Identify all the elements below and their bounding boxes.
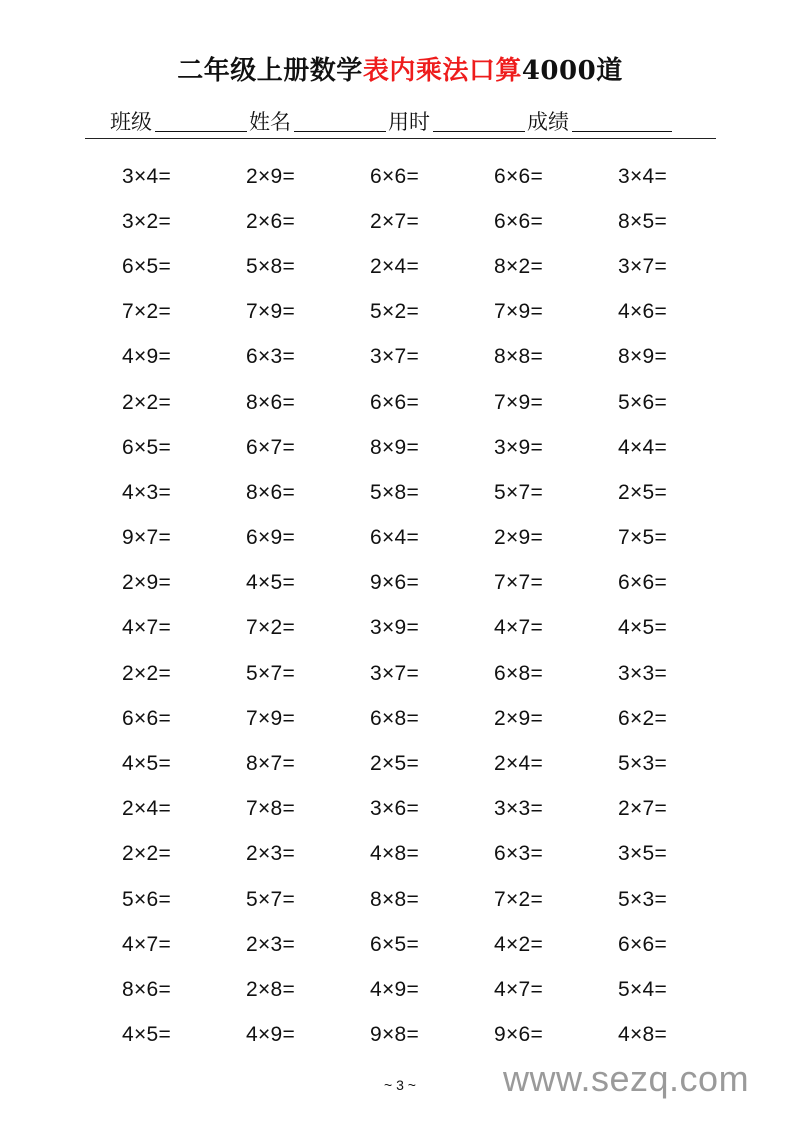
math-problem: 4×7= (494, 616, 544, 640)
math-problem: 3×4= (618, 164, 668, 188)
math-problem: 6×5= (122, 435, 172, 459)
math-problem: 4×5= (122, 1023, 172, 1047)
math-problem: 6×8= (494, 661, 544, 685)
math-problem: 6×6= (370, 390, 420, 414)
math-problem: 4×4= (618, 435, 668, 459)
math-problem: 4×6= (618, 300, 668, 324)
math-problem: 8×9= (618, 345, 668, 369)
math-problem: 6×6= (618, 932, 668, 956)
math-problem: 8×8= (370, 887, 420, 911)
header-divider (85, 138, 716, 139)
math-problem: 8×7= (246, 752, 296, 776)
math-problem: 2×5= (370, 752, 420, 776)
name-label: 姓名 (249, 110, 291, 134)
math-problem: 5×2= (370, 300, 420, 324)
math-problem: 2×9= (494, 526, 544, 550)
math-problem: 2×9= (494, 706, 544, 730)
math-problem: 6×4= (370, 526, 420, 550)
math-problem: 2×4= (370, 254, 420, 278)
time-label: 用时 (388, 110, 430, 134)
math-problem: 8×5= (618, 209, 668, 233)
title-grade: 二年级上册数学 (177, 56, 363, 86)
math-problem: 7×9= (246, 706, 296, 730)
math-problem: 7×9= (494, 390, 544, 414)
math-problem: 3×9= (370, 616, 420, 640)
math-problem: 6×9= (246, 526, 296, 550)
math-problem: 4×5= (246, 571, 296, 595)
math-problem: 9×7= (122, 526, 172, 550)
title-count: 4000道 (521, 56, 623, 86)
math-problem: 5×3= (618, 752, 668, 776)
math-problem: 6×6= (494, 164, 544, 188)
math-problem: 6×6= (370, 164, 420, 188)
problem-row (122, 877, 742, 922)
class-label: 班级 (110, 110, 152, 134)
problem-row (122, 470, 742, 515)
math-problem: 7×5= (618, 526, 668, 550)
problem-row (122, 244, 742, 289)
math-problem: 6×8= (370, 706, 420, 730)
math-problem: 2×4= (494, 752, 544, 776)
math-problem: 3×7= (618, 254, 668, 278)
time-field[interactable] (433, 111, 525, 132)
math-problem: 9×8= (370, 1023, 420, 1047)
score-label: 成绩 (527, 110, 569, 134)
math-problem: 7×9= (246, 300, 296, 324)
math-problem: 7×9= (494, 300, 544, 324)
math-problem: 7×2= (122, 300, 172, 324)
math-problem: 2×2= (122, 842, 172, 866)
math-problem: 2×9= (246, 164, 296, 188)
math-problem: 3×7= (370, 661, 420, 685)
math-problem: 8×9= (370, 435, 420, 459)
math-problem: 9×6= (494, 1023, 544, 1047)
math-problem: 3×2= (122, 209, 172, 233)
score-field[interactable] (572, 111, 672, 132)
math-problem: 3×6= (370, 797, 420, 821)
math-problem: 5×7= (246, 661, 296, 685)
math-problem: 4×8= (618, 1023, 668, 1047)
title-topic: 表内乘法口算 (362, 56, 522, 86)
math-problem: 2×3= (246, 932, 296, 956)
math-problem: 4×9= (370, 977, 420, 1001)
math-problem: 7×2= (494, 887, 544, 911)
problem-row (122, 199, 742, 244)
problem-row (122, 380, 742, 425)
math-problem: 2×2= (122, 661, 172, 685)
math-problem: 5×8= (370, 480, 420, 504)
math-problem: 4×7= (494, 977, 544, 1001)
problem-row (122, 425, 742, 470)
math-problem: 6×6= (494, 209, 544, 233)
math-problem: 4×9= (246, 1023, 296, 1047)
math-problem: 7×7= (494, 571, 544, 595)
problem-row (122, 651, 742, 696)
math-problem: 2×6= (246, 209, 296, 233)
problem-row (122, 561, 742, 606)
math-problem: 3×3= (618, 661, 668, 685)
problem-row (122, 154, 742, 199)
math-problem: 4×3= (122, 480, 172, 504)
problem-row (122, 787, 742, 832)
math-problem: 4×9= (122, 345, 172, 369)
math-problem: 6×5= (122, 254, 172, 278)
math-problem: 5×7= (494, 480, 544, 504)
math-problem: 6×6= (122, 706, 172, 730)
math-problem: 4×5= (618, 616, 668, 640)
math-problem: 2×3= (246, 842, 296, 866)
watermark: www.sezq.com (503, 1058, 750, 1099)
math-problem: 6×2= (618, 706, 668, 730)
math-problem: 6×7= (246, 435, 296, 459)
math-problem: 3×7= (370, 345, 420, 369)
math-problem: 5×6= (618, 390, 668, 414)
math-problem: 8×8= (494, 345, 544, 369)
problem-row (122, 516, 742, 561)
math-problem: 4×2= (494, 932, 544, 956)
page-title (0, 50, 800, 87)
math-problem: 8×6= (246, 390, 296, 414)
math-problem: 2×4= (122, 797, 172, 821)
math-problem: 5×3= (618, 887, 668, 911)
math-problem: 2×7= (370, 209, 420, 233)
math-problem: 2×5= (618, 480, 668, 504)
problem-grid (122, 154, 742, 1058)
math-problem: 6×6= (618, 571, 668, 595)
student-info-row (110, 106, 710, 136)
problem-row (122, 696, 742, 741)
math-problem: 5×4= (618, 977, 668, 1001)
problem-row (122, 1013, 742, 1058)
math-problem: 8×6= (122, 977, 172, 1001)
math-problem: 4×7= (122, 932, 172, 956)
page-number: ~ 3 ~ (384, 1077, 416, 1093)
math-problem: 2×8= (246, 977, 296, 1001)
problem-row (122, 832, 742, 877)
math-problem: 3×5= (618, 842, 668, 866)
math-problem: 2×7= (618, 797, 668, 821)
math-problem: 8×2= (494, 254, 544, 278)
name-field[interactable] (294, 111, 386, 132)
math-problem: 4×5= (122, 752, 172, 776)
math-problem: 5×7= (246, 887, 296, 911)
math-problem: 6×3= (494, 842, 544, 866)
math-problem: 7×8= (246, 797, 296, 821)
math-problem: 5×6= (122, 887, 172, 911)
math-problem: 6×3= (246, 345, 296, 369)
math-problem: 7×2= (246, 616, 296, 640)
math-problem: 3×9= (494, 435, 544, 459)
class-field[interactable] (155, 111, 247, 132)
math-problem: 2×2= (122, 390, 172, 414)
math-problem: 9×6= (370, 571, 420, 595)
math-problem: 3×3= (494, 797, 544, 821)
math-problem: 4×7= (122, 616, 172, 640)
math-problem: 3×4= (122, 164, 172, 188)
math-problem: 8×6= (246, 480, 296, 504)
math-problem: 5×8= (246, 254, 296, 278)
math-problem: 2×9= (122, 571, 172, 595)
problem-row (122, 922, 742, 967)
math-problem: 6×5= (370, 932, 420, 956)
problem-row (122, 967, 742, 1012)
problem-row (122, 290, 742, 335)
problem-row (122, 741, 742, 786)
math-problem: 4×8= (370, 842, 420, 866)
problem-row (122, 606, 742, 651)
problem-row (122, 335, 742, 380)
